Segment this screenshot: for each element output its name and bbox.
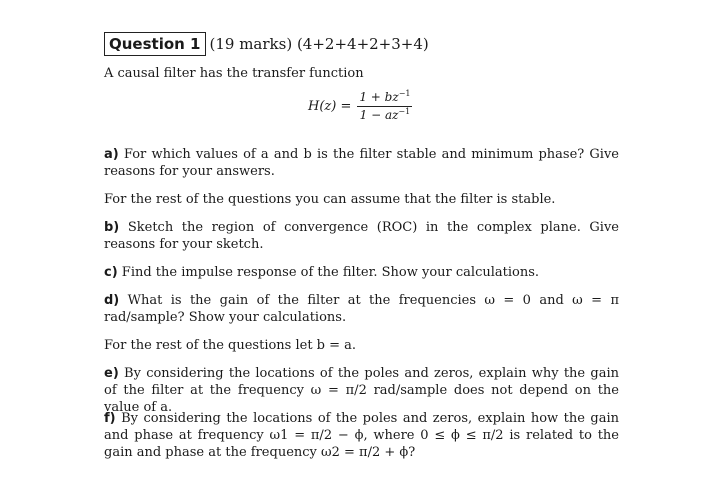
part-a-label: a)	[104, 147, 119, 162]
part-e	[104, 365, 619, 416]
equation-lhs: H(z) =	[308, 99, 352, 114]
equation-numerator	[357, 90, 412, 107]
part-f-label: f)	[104, 411, 116, 426]
part-d-text: What is the gain of the filter at the frequencies ω = 0 and ω = π rad/sample? Show your calculations.	[104, 293, 619, 325]
b-equals-a-note: For the rest of the questions let b = a.	[104, 338, 357, 353]
part-b-text: Sketch the region of convergence (ROC) in the complex plane. Give reasons for your sketch.	[104, 220, 619, 252]
question-heading	[104, 31, 429, 57]
marks-breakdown: (19 marks) (4+2+4+2+3+4)	[209, 34, 429, 53]
equation-denominator	[358, 107, 413, 123]
part-f-text: By considering the locations of the poles and zeros, explain how the gain and phase at frequency ω1 = π/2 − ϕ, where 0 ≤ ϕ ≤ π/2 is related to the gain and phase at the frequency ω2 = π/2 + ϕ?	[104, 411, 620, 460]
question-label-box: Question 1	[104, 32, 206, 56]
part-b-label: b)	[104, 220, 120, 235]
part-c-label: c)	[104, 265, 118, 280]
part-c	[104, 264, 619, 281]
part-d-label: d)	[104, 293, 120, 308]
denominator-exponent: −1	[398, 107, 411, 116]
numerator-exponent: −1	[398, 89, 411, 98]
numerator-text: 1 + bz	[359, 90, 399, 104]
part-d	[104, 292, 619, 326]
part-b	[104, 219, 619, 253]
stable-assumption-note: For the rest of the questions you can assume that the filter is stable.	[104, 192, 556, 207]
denominator-text: 1 − az	[359, 108, 399, 122]
part-e-label: e)	[104, 366, 119, 381]
part-c-text: Find the impulse response of the filter. Show your calculations.	[121, 265, 540, 280]
part-f	[104, 410, 619, 461]
intro-text: A causal filter has the transfer function	[104, 66, 364, 81]
transfer-function-equation	[308, 90, 412, 123]
part-a-text: For which values of a and b is the filter stable and minimum phase? Give reasons for your answers.	[104, 147, 619, 179]
part-a	[104, 146, 619, 180]
part-e-text: By considering the locations of the poles and zeros, explain why the gain of the filter at the frequency ω = π/2 rad/sample does not depend on the value of a.	[104, 366, 619, 415]
equation-fraction	[357, 90, 412, 123]
